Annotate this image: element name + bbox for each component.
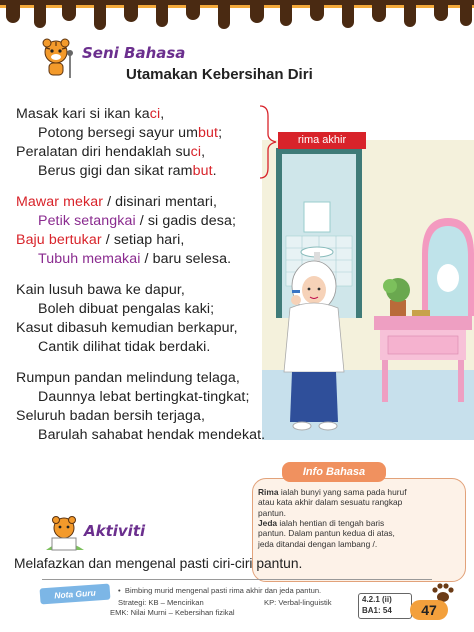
poem-line: Kasut dibasuh kemudian berkapur,	[16, 320, 238, 336]
info-bahasa-title: Info Bahasa	[282, 462, 386, 482]
tiger-reading-icon	[42, 514, 88, 554]
poem-line: Boleh dibuat pengalas kaki;	[38, 301, 215, 317]
poem-line: Tubuh memakai / baru selesa.	[38, 251, 232, 267]
standard-code-1: 4.2.1 (ii)	[362, 595, 392, 604]
poem-line: Seluruh badan bersih terjaga,	[16, 408, 206, 424]
page-title: Utamakan Kebersihan Diri	[126, 66, 313, 83]
rima-akhir-label: rima akhir	[278, 132, 366, 149]
rhyme-bracket	[256, 104, 280, 180]
poem-line: Berus gigi dan sikat rambut.	[38, 163, 217, 179]
tiger-mascot-icon	[36, 36, 80, 80]
poem-line: Potong bersegi sayur umbut;	[38, 125, 223, 141]
section-title: Seni Bahasa	[82, 44, 186, 62]
info-jeda-text: Jeda ialah hentian di tengah baris pantun. Dalam pantun kedua di atas, jeda ditandai dengan lambang /.	[258, 518, 395, 549]
standard-code-2: BA1: 54	[362, 606, 392, 615]
kp-text: KP: Verbal-linguistik	[264, 598, 332, 607]
activity-task: Melafazkan dan mengenal pasti ciri-ciri pantun.	[14, 556, 303, 571]
strategy-text: Strategi: KB – Mencirikan	[118, 598, 204, 607]
activity-title: Aktiviti	[84, 522, 146, 540]
hygiene-illustration	[262, 140, 474, 440]
poem-line: Masak kari si ikan kaci,	[16, 106, 165, 122]
poem-line: Petik setangkai / si gadis desa;	[38, 213, 236, 229]
poem-line: Rumpun pandan melindung telaga,	[16, 370, 240, 386]
info-rima-text: Rima ialah bunyi yang sama pada huruf atau kata akhir dalam sesuatu rangkap pantun.	[258, 487, 407, 518]
nota-guru-badge: Nota Guru	[40, 584, 111, 605]
poem-line: Kain lusuh bawa ke dapur,	[16, 282, 185, 298]
teacher-note: • Bimbing murid mengenal pasti rima akhir dan jeda pantun.	[118, 586, 322, 595]
poem-line: Baju bertukar / setiap hari,	[16, 232, 185, 248]
poem-line: Mawar mekar / disinari mentari,	[16, 194, 217, 210]
poem-line: Cantik dilihat tidak berdaki.	[38, 339, 211, 355]
poem-line: Peralatan diri hendaklah suci,	[16, 144, 206, 160]
footer-divider	[42, 579, 432, 580]
top-drip-border	[0, 0, 474, 32]
page-number: 47	[410, 600, 448, 620]
poem-line: Barulah sahabat hendak mendekat.	[38, 427, 266, 443]
emk-text: EMK: Nilai Murni – Kebersihan fizikal	[110, 608, 235, 617]
poem-line: Daunnya lebat bertingkat-tingkat;	[38, 389, 250, 405]
